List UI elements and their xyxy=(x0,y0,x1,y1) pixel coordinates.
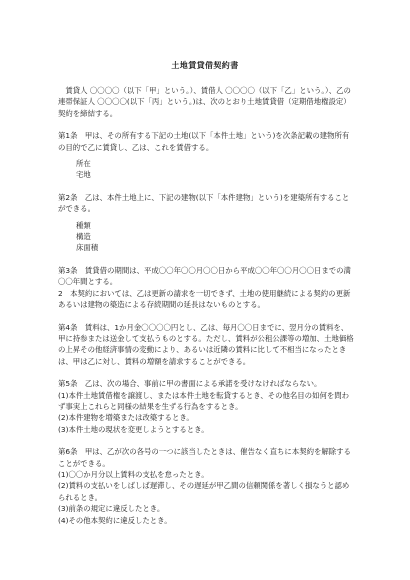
article-1-item-land-type: 宅地 xyxy=(76,170,91,180)
document-title: 土地賃貸借契約書 xyxy=(171,61,239,70)
article-1-item-location: 所在 xyxy=(76,159,91,169)
article-6-item-4: (4)その他本契約に違反したとき。 xyxy=(58,515,172,525)
article-2-item-structure: 構造 xyxy=(76,232,91,242)
article-3-paragraph-2: 2 本契約においては、乙は更新の請求を一切できず、土地の使用継続による契約の更新あるいは建物の築造による存続期間の延長はないものとする。 xyxy=(58,288,351,310)
document-body xyxy=(58,85,354,526)
article-5-text: 第5条 乙は、次の場合、事前に甲の書面による承諾を受けなければならない。 xyxy=(58,379,322,389)
article-6-item-2: (2)賃料の支払いをしばしば遅滞し、その遅延が甲乙間の信頼関係を著しく損なうと認められるとき。 xyxy=(58,481,350,502)
article-2-item-kind: 種類 xyxy=(76,220,91,230)
article-6-item-3: (3)前条の規定に違反したとき。 xyxy=(58,504,165,514)
article-2-item-floor-area: 床面積 xyxy=(76,243,99,253)
article-4-text: 第4条 賃料は、1か月金〇〇〇〇円とし、乙は、毎月〇〇日までに、翌月分の賃料を、甲に持参または送金して支払うものとする。ただし、賃料が公租公課等の増加、土地価格の上昇その他経済事情の変動により、あるいは近隣の賃料に比して不相当になったときは、甲は乙に対し、賃料の増額を請求することができる。 xyxy=(58,322,354,366)
article-5-item-2: (2)本件建物を増築または改築するとき。 xyxy=(58,413,194,423)
article-5-item-3: (3)本件土地の現状を変更しようとするとき。 xyxy=(58,424,209,434)
article-2-text: 第2条 乙は、本件土地上に、下記の建物(以下「本件建物」という)を建築所有することができる。 xyxy=(58,192,350,214)
article-3-text: 第3条 賃貸借の期間は、平成〇〇年〇〇月〇〇日から平成〇〇年〇〇月〇〇日までの満〇〇年間とする。 xyxy=(58,265,351,287)
article-6-text: 第6条 甲は、乙が次の各号の一つに該当したときは、催告なく直ちに本契約を解除することができる。 xyxy=(58,447,351,468)
article-6-item-1: (1)〇〇か月分以上賃料の支払を怠ったとき。 xyxy=(58,469,209,479)
preamble: 賃貸人 〇〇〇〇（以下「甲」という。）、賃借人 〇〇〇〇（以下「乙」という。）、乙の連帯保証人 〇〇〇〇(以下「丙」という。)は、次のとおり土地賃貸借（定期借地権設定）契約を締結する。 xyxy=(58,86,351,118)
article-1-text: 第1条 甲は、その所有する下記の土地(以下「本件土地」という)を次条記載の建物所有の目的で乙に賃貸し、乙は、これを賃借する。 xyxy=(58,131,350,152)
article-5-item-1: (1)本件土地賃借権を譲渡し、または本件土地を転貸するとき、その他名目の如何を問わず事実上これらと同様の結果を生ずる行為をするとき。 xyxy=(58,390,350,411)
